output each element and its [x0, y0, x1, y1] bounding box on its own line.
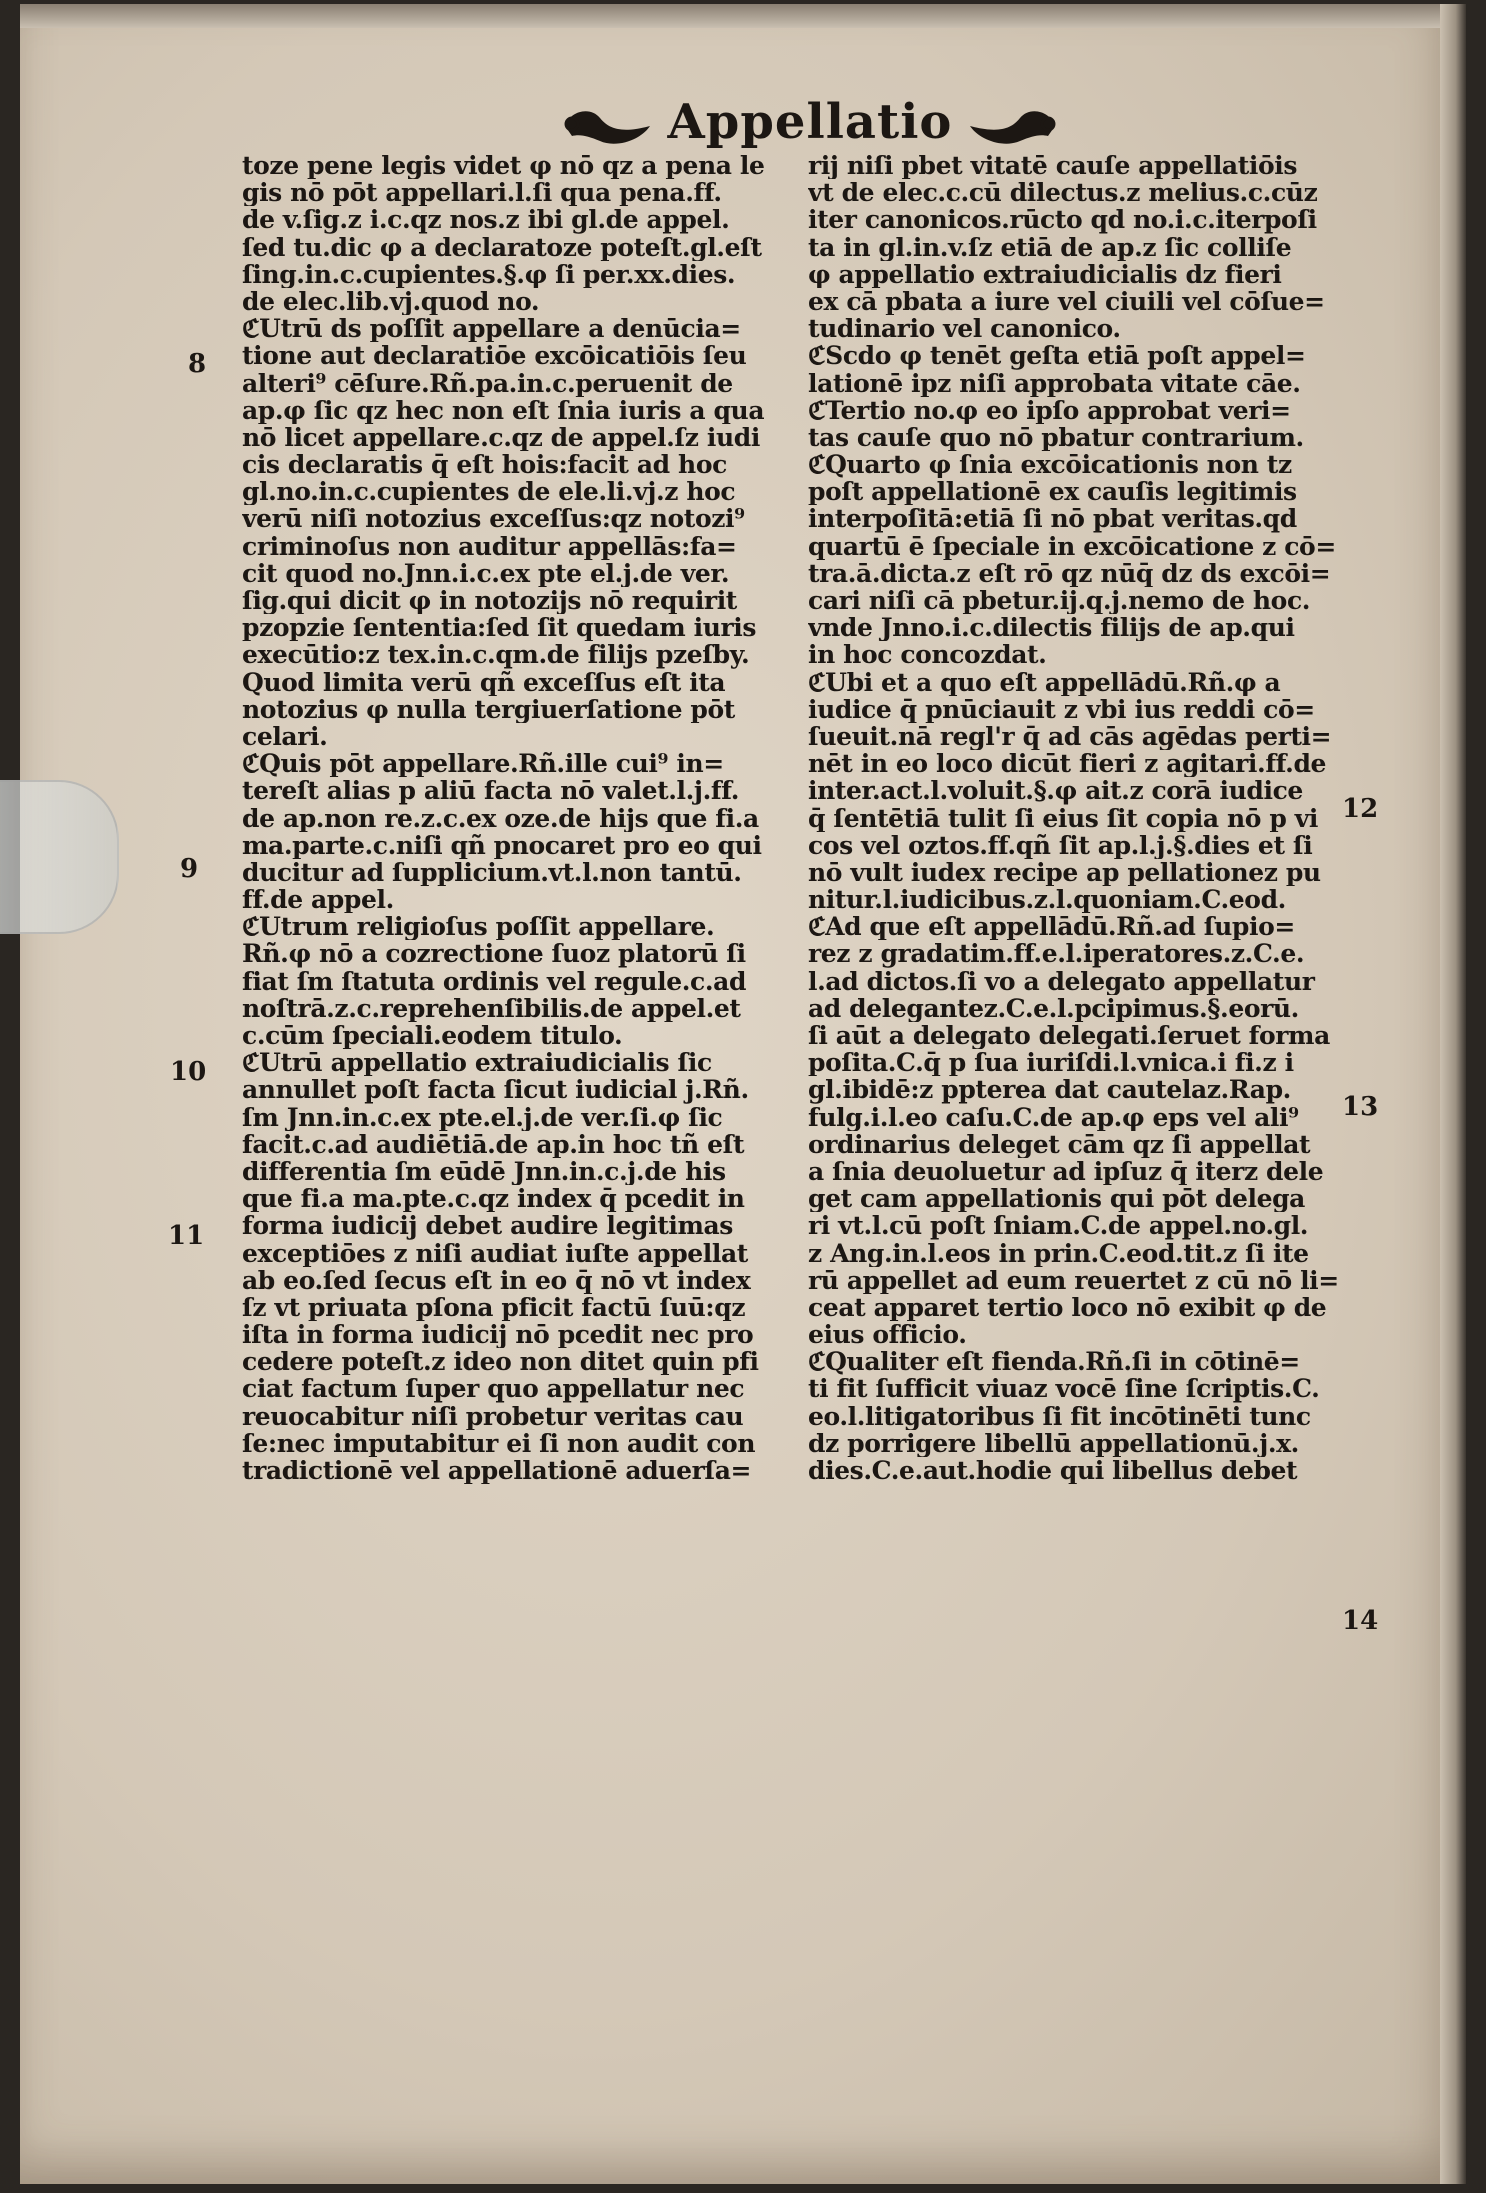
- text-line: ſm Jnn.in.c.ex pte.el.j.de ver.ſi.φ ſic: [242, 1103, 723, 1131]
- text-line: ſing.in.c.cupientes.§.φ ſi per.xx.dies.: [242, 260, 736, 288]
- text-line: ad delegantez.C.e.l.pcipimus.§.eorū.: [808, 994, 1299, 1022]
- text-line: poſita.C.q̄ p ſua iuriſdi.l.vnica.i fi.z i: [808, 1049, 1294, 1077]
- text-line: notozius φ nulla tergiuerſatione pōt: [242, 695, 735, 723]
- text-line: verū niſi notozius exceſſus:qz notozi⁹: [242, 505, 745, 533]
- text-line: ℭQuarto φ ſnia excōicationis non tz: [808, 451, 1292, 479]
- text-line: ℭUtrū ds poſſit appellare a denūcia=: [242, 315, 741, 343]
- text-line: ſueuit.nā regl'r q̄ ad cās agēdas perti=: [808, 722, 1332, 751]
- text-line: ceat apparet tertio loco nō exibit φ de: [808, 1293, 1327, 1322]
- text-line: de ap.non re.z.c.ex oze.de hijs que fi.a: [242, 804, 759, 832]
- left-text-column: [242, 152, 797, 1484]
- text-line: reuocabitur niſi probetur veritas cau: [242, 1402, 744, 1430]
- text-line: Rñ.φ nō a cozrectione ſuoz platorū ſi: [242, 940, 746, 968]
- right-text-column: [808, 152, 1363, 1484]
- text-line: gl.no.in.c.cupientes de ele.li.vj.z hoc: [242, 478, 736, 506]
- text-line: ab eo.ſed ſecus eſt in eo q̄ nō vt index: [242, 1266, 751, 1294]
- text-line: poſt appellationē ex cauſis legitimis: [808, 478, 1297, 506]
- book-page: [20, 4, 1466, 2184]
- text-line: tra.ā.dicta.z eſt rō qz nūq̄ dz ds excōi=: [808, 559, 1331, 587]
- margin-number-14: 14: [1342, 1606, 1379, 1636]
- text-line: ℭUtrum religioſus poſſit appellare.: [242, 913, 715, 941]
- margin-number-13: 13: [1342, 1092, 1379, 1122]
- text-line: tas cauſe quo nō pbatur contrarium.: [808, 423, 1304, 452]
- text-line: fulg.i.l.eo caſu.C.de ap.φ eps vel ali⁹: [808, 1103, 1299, 1131]
- text-line: ℭAd que eſt appellādū.Rñ.ad ſupio=: [808, 913, 1295, 941]
- text-line: ſe:nec imputabitur ei ſi non audit con: [242, 1429, 756, 1457]
- text-line: rij niſi pbet vitatē cauſe appellatiōis: [808, 152, 1298, 180]
- text-line: nēt in eo loco dicūt fieri z agitari.ff.de: [808, 750, 1327, 778]
- text-line: ciat factum ſuper quo appellatur nec: [242, 1375, 745, 1403]
- margin-number-10: 10: [170, 1057, 207, 1087]
- text-line: dz porrigere libellū appellationū.j.x.: [808, 1429, 1299, 1457]
- text-line: fiat ſm ſtatuta ordinis vel regule.c.ad: [242, 967, 747, 995]
- page-top-edge: [20, 4, 1466, 28]
- text-line: ducitur ad ſupplicium.vt.l.non tantū.: [242, 858, 742, 887]
- text-line: ℭUbi et a quo eſt appellādū.Rñ.φ a: [808, 668, 1281, 696]
- text-line: Quod limita verū qñ exceſſus eſt ita: [242, 668, 726, 696]
- text-line: tione aut declaratiōe excōicatiōis ſeu: [242, 342, 747, 370]
- text-line: cit quod no.Jnn.i.c.ex pte el.j.de ver.: [242, 559, 730, 587]
- text-line: ℭScdo φ tenēt geſta etiā poſt appel=: [808, 342, 1306, 370]
- text-line: a ſnia deuoluetur ad ipſuz q̄ iterz dele: [808, 1157, 1324, 1186]
- text-line: que fi.a ma.pte.c.qz index q̄ pcedit in: [242, 1185, 745, 1213]
- text-line: celari.: [242, 722, 328, 751]
- text-line: exceptiōes z niſi audiat iuſte appellat: [242, 1239, 748, 1267]
- page-right-edge: [1440, 4, 1466, 2184]
- plastic-clip: [0, 780, 119, 934]
- text-line: inter.act.l.voluit.§.φ ait.z corā iudice: [808, 777, 1303, 805]
- text-line: differentia ſm eūdē Jnn.in.c.j.de his: [242, 1157, 726, 1186]
- text-line: ſig.qui dicit φ in notozijs nō requirit: [242, 587, 737, 615]
- text-line: in hoc concozdat.: [808, 641, 1047, 669]
- text-line: get cam appellationis qui pōt delega: [808, 1185, 1305, 1213]
- text-line: criminoſus non auditur appellās:fa=: [242, 532, 737, 560]
- text-line: rez z gradatim.ff.e.l.iperatores.z.C.e.: [808, 940, 1305, 968]
- text-line: gis nō pōt appellari.l.ſi qua pena.ff.: [242, 179, 722, 207]
- margin-number-9: 9: [180, 854, 199, 884]
- text-line: vt de elec.c.cū dilectus.z melius.c.cūz: [808, 179, 1318, 207]
- text-line: interpoſitā:etiā ſi nō pbat veritas.qd: [808, 505, 1297, 533]
- text-line: eius officio.: [808, 1321, 967, 1349]
- text-line: iudice q̄ pnūciauit z vbi ius reddi cō=: [808, 695, 1315, 723]
- text-line: facit.c.ad audiētiā.de ap.in hoc tñ eſt: [242, 1130, 745, 1158]
- running-header: [560, 90, 1060, 160]
- text-line: ti fit ſufficit viuaz vocē ſine ſcriptis.C.: [808, 1375, 1320, 1403]
- text-line: ma.parte.c.niſi qñ pnocaret pro eo qui: [242, 831, 762, 859]
- left-ornament-icon: [560, 96, 655, 151]
- margin-number-11: 11: [168, 1221, 205, 1251]
- text-line: ℭQualiter eſt fienda.Rñ.ſi in cōtinē=: [808, 1348, 1300, 1376]
- text-line: de elec.lib.vj.quod no.: [242, 287, 540, 316]
- margin-number-8: 8: [188, 349, 207, 379]
- text-line: z Ang.in.l.eos in prin.C.eod.tit.z ſi ite: [808, 1239, 1309, 1267]
- text-line: dies.C.e.aut.hodie qui libellus debet: [808, 1457, 1298, 1485]
- text-line: lationē ipz niſi approbata vitate cāe.: [808, 369, 1301, 397]
- text-line: tradictionē vel appellationē aduerſa=: [242, 1457, 752, 1485]
- text-line: ta in gl.in.v.ſz etiā de ap.z ſic colliſe: [808, 233, 1292, 261]
- text-line: de v.ſig.z i.c.qz nos.z ibi gl.de appel.: [242, 206, 730, 234]
- text-line: c.cūm ſpeciali.eodem titulo.: [242, 1022, 623, 1050]
- text-line: eo.l.litigatoribus ſi fit incōtinēti tunc: [808, 1402, 1311, 1430]
- text-line: nō vult iudex recipe ap pellationez pu: [808, 858, 1321, 887]
- text-line: annullet poſt facta ſicut iudicial j.Rñ.: [242, 1076, 749, 1104]
- text-line: gl.ibidē:z pptereа dat cautelaz.Rap.: [808, 1076, 1291, 1104]
- text-line: ſz vt priuata pſona pficit factū ſuū:qz: [242, 1293, 746, 1322]
- text-line: q̄ ſentētiā tulit ſi eius ſit copia nō p vi: [808, 804, 1318, 832]
- text-line: φ appellatio extraiudicialis dz fieri: [808, 260, 1282, 288]
- text-line: nitur.l.iudicibus.z.l.quoniam.C.eod.: [808, 886, 1286, 914]
- text-line: ℭQuis pōt appellare.Rñ.ille cui⁹ in=: [242, 750, 724, 778]
- text-line: quartū ē ſpeciale in excōicatione z cō=: [808, 532, 1336, 560]
- text-line: cedere poteſt.z ideo non ditet quin pfi: [242, 1348, 759, 1376]
- text-line: ℭUtrū appellatio extraiudicialis ſic: [242, 1049, 712, 1077]
- text-line: vnde Jnno.i.c.dilectis filijs de ap.qui: [808, 614, 1295, 642]
- text-line: cis declaratis q̄ eſt hois:facit ad hoc: [242, 451, 727, 479]
- text-line: ap.φ ſic qz hec non eſt ſnia iuris a qua: [242, 396, 765, 424]
- text-line: tereſt alias p aliū facta nō valet.l.j.ff.: [242, 777, 739, 805]
- text-line: iſta in forma iudicij nō pcedit nec pro: [242, 1321, 754, 1349]
- text-line: ri vt.l.cū poſt ſniam.C.de appel.no.gl.: [808, 1212, 1309, 1240]
- text-line: alteri⁹ cēſure.Rñ.pa.in.c.peruenit de: [242, 369, 733, 397]
- text-line: ℭTertio no.φ eo ipſo approbat veri=: [808, 396, 1291, 424]
- text-line: cos vel oztos.ff.qñ ſit ap.l.j.§.dies et ſi: [808, 831, 1313, 859]
- text-line: tudinario vel canonico.: [808, 315, 1121, 343]
- text-line: l.ad dictos.ſi vo a delegato appellatur: [808, 967, 1315, 995]
- text-line: rū appellet ad eum reuertet z cū nō li=: [808, 1266, 1339, 1294]
- text-line: ſed tu.dic φ a declaratoze poteſt.gl.eſt: [242, 233, 762, 261]
- text-line: toze pene legis videt φ nō qz a pena le: [242, 152, 765, 180]
- text-line: noſtrā.z.c.reprehenſibilis.de appel.et: [242, 994, 741, 1022]
- text-line: nō licet appellare.c.qz de appel.ſz iudi: [242, 423, 760, 452]
- text-line: forma iudicij debet audire legitimas: [242, 1212, 733, 1240]
- text-line: cari niſi cā pbetur.ij.q.j.nemo de hoc.: [808, 587, 1311, 615]
- text-line: ex cā pbata a iure vel ciuili vel cōſue=: [808, 287, 1325, 316]
- text-line: ſi aūt a delegato delegati.ſeruet forma: [808, 1022, 1330, 1050]
- page-title: Appellatio: [667, 94, 953, 150]
- text-line: ff.de appel.: [242, 886, 394, 914]
- text-line: pzopzie ſententia:ſed ſit quedam iuris: [242, 614, 757, 642]
- text-line: execūtio:z tex.in.c.qm.de filijs pzeſby.: [242, 641, 750, 669]
- text-line: ordinarius deleget cām qz ſi appellat: [808, 1130, 1311, 1158]
- text-line: iter canonicos.rūcto qd no.i.c.iterpoſi: [808, 206, 1317, 234]
- right-ornament-icon: [965, 96, 1060, 151]
- margin-number-12: 12: [1342, 794, 1379, 824]
